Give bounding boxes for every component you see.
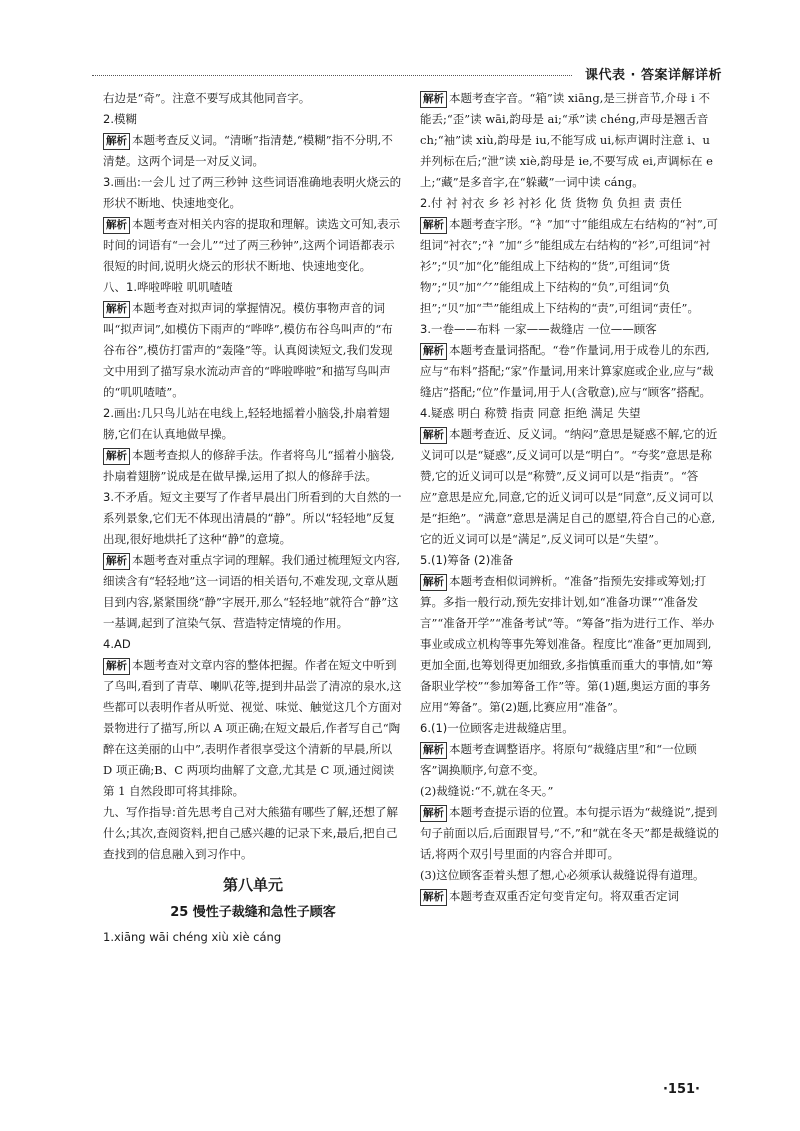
header-title: 课代表 · 答案详解详析 bbox=[585, 68, 722, 83]
answer-item: 2.付 衬 衬衣 乡 衫 衬衫 化 货 货物 负 负担 责 责任 bbox=[420, 196, 682, 210]
answer-item: 4.疑惑 明白 称赞 指责 同意 拒绝 满足 失望 bbox=[420, 406, 641, 420]
analysis-label: 解析 bbox=[420, 91, 447, 108]
analysis-label: 解析 bbox=[103, 448, 130, 465]
analysis-paragraph bbox=[420, 214, 720, 319]
analysis-label: 解析 bbox=[420, 427, 447, 444]
analysis-paragraph bbox=[103, 655, 403, 802]
lesson-title: 25 慢性子裁缝和急性子顾客 bbox=[170, 905, 336, 920]
analysis-text: 本题考查提示语的位置。本句提示语为“裁缝说”,提到句子前面以后,后面跟冒号,“不,”和“就在冬天”都是裁缝说的话,将两个双引号里面的内容合并即可。 bbox=[420, 805, 719, 861]
analysis-label: 解析 bbox=[103, 217, 130, 234]
answer-item: 3.一卷——布料 一家——裁缝店 一位——顾客 bbox=[420, 322, 657, 336]
analysis-text: 本题考查对相关内容的提取和理解。读选文可知,表示时间的词语有“一会儿”“过了两三秒钟”,这两个词语都表示很短的时间,说明火烧云的形状不断地、快速地变化。 bbox=[103, 217, 401, 273]
page-number: ·151· bbox=[662, 1082, 700, 1097]
answer-text: (3)这位顾客歪着头想了想,心必须承认裁缝说得有道理。 bbox=[420, 868, 705, 882]
analysis-label: 解析 bbox=[420, 217, 447, 234]
analysis-label: 解析 bbox=[420, 805, 447, 822]
right-column bbox=[420, 88, 720, 907]
analysis-paragraph bbox=[420, 424, 720, 550]
analysis-text: 本题考查双重否定句变肯定句。将双重否定词 bbox=[449, 889, 679, 903]
answer-item: 5.(1)筹备 (2)准备 bbox=[420, 553, 514, 567]
analysis-text: 本题考查对拟声词的掌握情况。模仿事物声音的词叫“拟声词”,如模仿下雨声的“哗哗”,模仿布谷鸟叫声的“布谷布谷”,模仿打雷声的“轰隆”等。认真阅读短文,我们发现文中用到了描写泉水流动声音的“哗啦哗啦”和描写鸟叫声的“叽叽喳喳”。 bbox=[103, 301, 393, 399]
analysis-paragraph bbox=[103, 445, 403, 487]
answer-item: 2.画出:几只鸟儿站在电线上,轻轻地摇着小脑袋,扑扇着翅膀,它们在认真地做早操。 bbox=[103, 406, 390, 441]
analysis-paragraph bbox=[420, 340, 720, 403]
header-dotted-rule bbox=[92, 75, 572, 76]
analysis-paragraph bbox=[420, 886, 720, 907]
analysis-paragraph bbox=[103, 214, 403, 277]
answer-item: 3.画出:一会儿 过了两三秒钟 这些词语准确地表明火烧云的形状不断地、快速地变化。 bbox=[103, 175, 402, 210]
analysis-label: 解析 bbox=[420, 889, 447, 906]
analysis-paragraph bbox=[103, 130, 403, 172]
analysis-text: 本题考查量词搭配。“卷”作量词,用于成卷儿的东西,应与“布料”搭配;“家”作量词,用来计算家庭或企业,应与“裁缝店”搭配;“位”作量词,用于人(含敬意),应与“顾客”搭配。 bbox=[420, 343, 714, 399]
analysis-paragraph bbox=[420, 802, 720, 865]
analysis-paragraph bbox=[103, 298, 403, 403]
analysis-text: 本题考查近、反义词。“纳闷”意思是疑惑不解,它的近义词可以是“疑惑”,反义词可以是“明白”。“夸奖”意思是称赞,它的近义词可以是“称赞”,反义词可以是“指责”。“答应”意思是应允,同意,它的近义词可以是“同意”,反义词可以是“拒绝”。“满意”意思是满足自己的愿望,符合自己的心意,它的近义词可以是“满足”,反义词可以是“失望”。 bbox=[420, 427, 718, 546]
analysis-label: 解析 bbox=[103, 301, 130, 318]
analysis-label: 解析 bbox=[103, 133, 130, 150]
analysis-paragraph bbox=[420, 571, 720, 718]
analysis-text: 本题考查调整语序。将原句“裁缝店里”和“一位顾客”调换顺序,句意不变。 bbox=[420, 742, 697, 777]
analysis-label: 解析 bbox=[420, 574, 447, 591]
answer-item: 4.AD bbox=[103, 637, 131, 651]
running-header bbox=[92, 64, 722, 84]
analysis-text: 本题考查对文章内容的整体把握。作者在短文中听到了鸟叫,看到了青草、喇叭花等,提到井品尝了清凉的泉水,这些都可以表明作者从听觉、视觉、味觉、触觉这几个方面对景物进行了描写,所以 A 项正确;在短文最后,作者写自己“陶醉在这美丽的山中”,表明作者很享受这个清新的早晨,所以 D 项正确;B、C 两项均曲解了文意,尤其是 C 项,通过阅读第 1 自然段即可将其排除。 bbox=[103, 658, 402, 798]
analysis-label: 解析 bbox=[103, 553, 130, 570]
analysis-text: 本题考查字形。“衤”加“寸”能组成左右结构的“衬”,可组词“衬衣”;“衤”加“彡”能组成左右结构的“衫”,可组词“衬衫”;“贝”加“化”能组成上下结构的“货”,可组词“货物”;“贝”加“⺈”能组成上下结构的“负”,可组词“负担”;“贝”加“龶”能组成上下结构的“责”,可组词“责任”。 bbox=[420, 217, 718, 315]
answer-text: 右边是“奇”。注意不要写成其他同音字。 bbox=[103, 91, 311, 105]
analysis-label: 解析 bbox=[420, 343, 447, 360]
left-column bbox=[103, 88, 403, 948]
analysis-text: 本题考查拟人的修辞手法。作者将鸟儿“摇着小脑袋,扑扇着翅膀”说成是在做早操,运用了拟人的修辞手法。 bbox=[103, 448, 395, 483]
answer-item: 6.(1)一位顾客走进裁缝店里。 bbox=[420, 721, 574, 735]
answer-item: 1.xiāng wāi chéng xiù xiè cáng bbox=[103, 930, 282, 944]
analysis-paragraph bbox=[420, 739, 720, 781]
analysis-label: 解析 bbox=[103, 658, 130, 675]
answer-item: 2.模糊 bbox=[103, 112, 137, 126]
analysis-text: 本题考查对重点字词的理解。我们通过梳理短文内容,细读含有“轻轻地”这一词语的相关语句,不难发现,文章从题目到内容,紧紧围绕“静”字展开,那么“轻轻地”就符合“静”这一基调,起到了渲染气氛、营造特定情境的作用。 bbox=[103, 553, 401, 630]
answer-text: (2)裁缝说:“不,就在冬天。” bbox=[420, 784, 554, 798]
analysis-text: 本题考查反义词。“清晰”指清楚,“模糊”指不分明,不清楚。这两个词是一对反义词。 bbox=[103, 133, 393, 168]
answer-item: 八、1.哗啦哗啦 叽叽喳喳 bbox=[103, 280, 233, 294]
answer-item: 3.不矛盾。短文主要写了作者早晨出门所看到的大自然的一系列景象,它们无不体现出清晨的“静”。所以“轻轻地”反复出现,很好地烘托了这种“静”的意境。 bbox=[103, 490, 402, 546]
analysis-paragraph bbox=[420, 88, 720, 193]
answer-item: 九、写作指导:首先思考自己对大熊猫有哪些了解,还想了解什么;其次,查阅资料,把自己感兴趣的记录下来,最后,把自己查找到的信息融入到习作中。 bbox=[103, 805, 399, 861]
analysis-paragraph bbox=[103, 550, 403, 634]
analysis-text: 本题考查字音。“箱”读 xiāng,是三拼音节,介母 i 不能丢;“歪”读 wāi,韵母是 ai;“承”读 chéng,声母是翘舌音 ch;“袖”读 xiù,韵母是 iu,不能写成 ui,标声调时注意 i、u 并列标在后;“泄”读 xiè,韵母是 ie,不要写成 ei,声调标在 e 上;“藏”是多音字,在“躲藏”一词中读 cáng。 bbox=[420, 91, 713, 189]
analysis-text: 本题考查相似词辨析。“准备”指预先安排或筹划;打算。多指一般行动,预先安排计划,如“准备功课”“准备发言”“准备开学”“准备考试”等。“筹备”指为进行工作、举办事业或成立机构等事先筹划准备。程度比“准备”更加周到,更加全面,也筹划得更加细致,多指慎重而重大的事情,如“筹备职业学校”“参加筹备工作”等。第(1)题,奥运方面的事务应用“筹备”。第(2)题,比赛应用“准备”。 bbox=[420, 574, 715, 714]
unit-title: 第八单元 bbox=[222, 876, 283, 894]
analysis-label: 解析 bbox=[420, 742, 447, 759]
